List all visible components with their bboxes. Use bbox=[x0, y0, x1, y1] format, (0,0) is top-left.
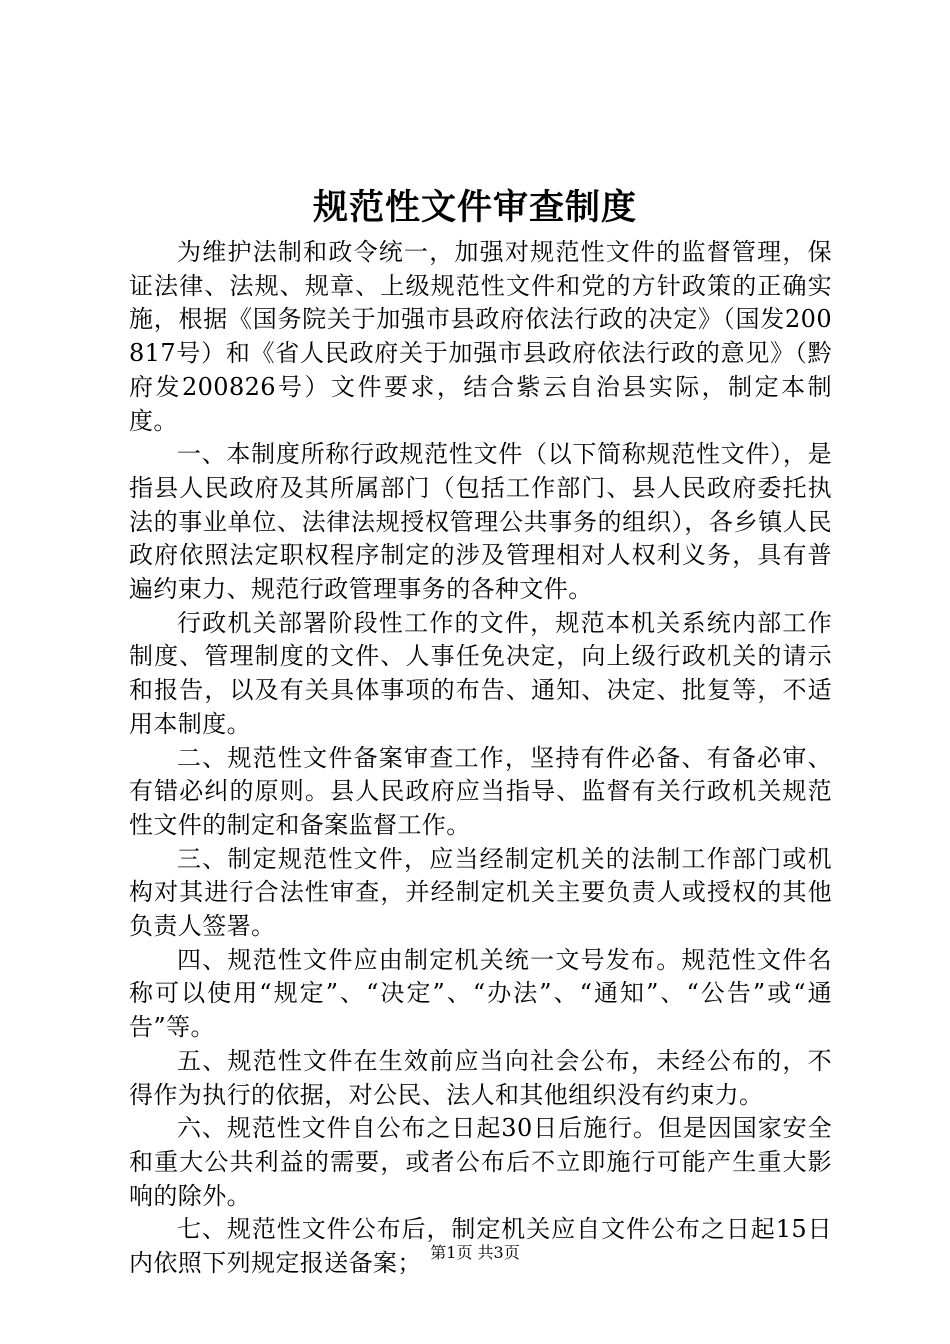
paragraph-article-1-exclusions: 行政机关部署阶段性工作的文件，规范本机关系统内部工作制度、管理制度的文件、人事任免决定，向上级行政机关的请示和报告，以及有关具体事项的布告、通知、决定、批复等，不适用本制度。 bbox=[129, 608, 832, 738]
paragraph-article-1: 一、本制度所称行政规范性文件（以下简称规范性文件），是指县人民政府及其所属部门（包括工作部门、县人民政府委托执法的事业单位、法律法规授权管理公共事务的组织），各乡镇人民政府依照法定职权程序制定的涉及管理相对人权利义务，具有普遍约束力、规范行政管理事务的各种文件。 bbox=[129, 440, 832, 604]
paragraph-article-6: 六、规范性文件自公布之日起30日后施行。但是因国家安全和重大公共利益的需要，或者公布后不立即施行可能产生重大影响的除外。 bbox=[129, 1114, 832, 1210]
page-number-footer: 第1页 共3页 bbox=[430, 1243, 520, 1262]
paragraph-intro: 为维护法制和政令统一，加强对规范性文件的监督管理，保证法律、法规、规章、上级规范性文件和党的方针政策的正确实施，根据《国务院关于加强市县政府依法行政的决定》（国发200817号）和《省人民政府关于加强市县政府依法行政的意见》（黔府发200826号）文件要求，结合紫云自治县实际，制定本制度。 bbox=[129, 238, 832, 435]
document-title: 规范性文件审查制度 bbox=[312, 187, 637, 228]
paragraph-article-3: 三、制定规范性文件，应当经制定机关的法制工作部门或机构对其进行合法性审查，并经制定机关主要负责人或授权的其他负责人签署。 bbox=[129, 844, 832, 941]
document-body bbox=[129, 236, 832, 1281]
paragraph-article-4: 四、规范性文件应由制定机关统一文号发布。规范性文件名称可以使用“规定”、“决定”、“办法”、“通知”、“公告”或“通告”等。 bbox=[129, 945, 832, 1042]
paragraph-article-7: 七、规范性文件公布后，制定机关应自文件公布之日起15日内依照下列规定报送备案； bbox=[129, 1215, 832, 1278]
paragraph-article-2: 二、规范性文件备案审查工作，坚持有件必备、有备必审、有错必纠的原则。县人民政府应当指导、监督有关行政机关规范性文件的制定和备案监督工作。 bbox=[129, 743, 832, 839]
paragraph-article-5: 五、规范性文件在生效前应当向社会公布，未经公布的，不得作为执行的依据，对公民、法人和其他组织没有约束力。 bbox=[129, 1046, 832, 1109]
